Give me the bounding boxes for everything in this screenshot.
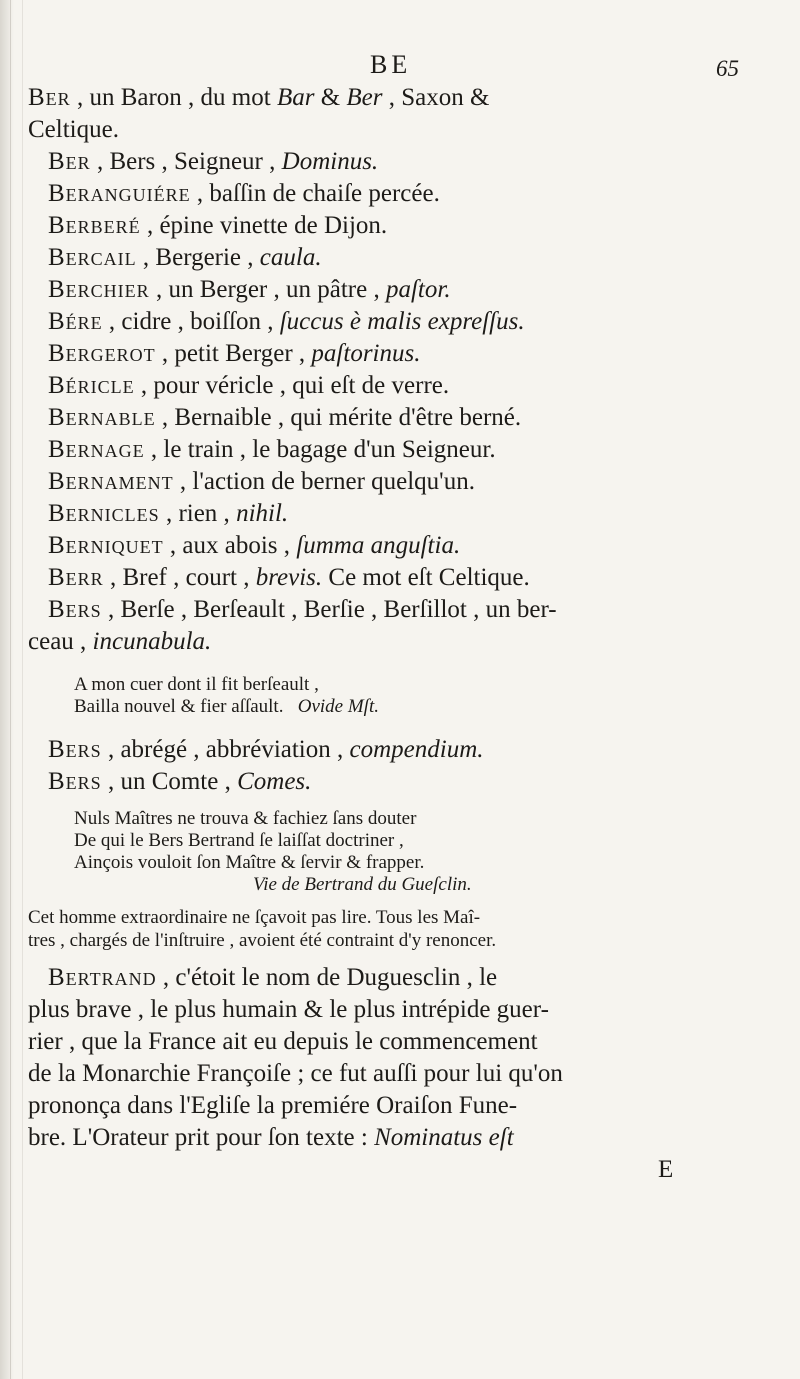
verse-quote-line: A mon cuer dont il fit berſeault , (74, 674, 319, 695)
entry-line: Bertrand , c'étoit le nom de Duguesclin , le (48, 964, 498, 991)
entry-line: Bers , Berſe , Berſeault , Berſie , Berſillot , un ber- (48, 596, 557, 623)
headword: Berchier (48, 276, 150, 303)
entry-line: Bernable , Bernaible , qui mérite d'être berné. (48, 404, 522, 431)
entry-line: Berchier , un Berger , un pâtre , paſtor. (48, 276, 451, 303)
headword: Beranguiére (48, 180, 191, 207)
headword: Bergerot (48, 340, 156, 367)
headword: Berberé (48, 212, 141, 239)
verse-quote-line: Ainçois vouloit ſon Maître & ſervir & frapper. (74, 852, 425, 873)
entry-continuation: ceau , incunabula. (28, 628, 212, 655)
entry-line: Berr , Bref , court , brevis. Ce mot eſt Celtique. (48, 564, 530, 591)
verse-quote-line: De qui le Bers Bertrand ſe laiſſat doctriner , (74, 830, 404, 851)
headword: Berr (48, 564, 104, 591)
headword: Berniquet (48, 532, 164, 559)
headword: Bére (48, 308, 103, 335)
note-line: Cet homme extraordinaire ne ſçavoit pas lire. Tous les Maî- (28, 907, 481, 928)
gutter-rule (22, 0, 23, 1379)
entry-line: Bercail , Bergerie , caula. (48, 244, 322, 271)
entry-line: Bers , abrégé , abbréviation , compendium. (48, 736, 484, 763)
quote-source: Ovide Mſt. (297, 696, 379, 717)
entry-line: Bernicles , rien , nihil. (48, 500, 289, 527)
entry-line: Ber , Bers , Seigneur , Dominus. (48, 148, 379, 175)
page-gutter-shadow (0, 0, 14, 1379)
entry-line: Bernament , l'action de berner quelqu'un. (48, 468, 475, 495)
quote-source: Vie de Bertrand du Gueſclin. (253, 874, 472, 895)
headword: Bernicles (48, 500, 160, 527)
entry-line: Béricle , pour véricle , qui eſt de verre. (48, 372, 450, 399)
entry-line: Ber , un Baron , du mot Bar & Ber , Saxon & (28, 84, 490, 111)
entry-continuation: de la Monarchie Françoiſe ; ce fut auſſi pour lui qu'on (28, 1060, 563, 1087)
headword: Béricle (48, 372, 135, 399)
catchword: E (658, 1156, 674, 1183)
entry-continuation: bre. L'Orateur prit pour ſon texte : Nominatus eſt (28, 1124, 514, 1151)
headword: Bers (48, 736, 102, 763)
headword: Bers (48, 768, 102, 795)
entry-line: Berberé , épine vinette de Dijon. (48, 212, 388, 239)
entry-line: Bére , cidre , boiſſon , ſuccus è malis expreſſus. (48, 308, 525, 335)
headword: Bernament (48, 468, 174, 495)
entry-continuation: rier , que la France ait eu depuis le commencement (28, 1028, 538, 1055)
headword: Ber (28, 84, 71, 111)
entry-line: Bergerot , petit Berger , paſtorinus. (48, 340, 421, 367)
note-line: tres , chargés de l'inſtruire , avoient été contraint d'y renoncer. (28, 930, 497, 951)
running-head: BE (370, 50, 412, 79)
entry-continuation: prononça dans l'Egliſe la premiére Oraiſon Fune- (28, 1092, 518, 1119)
headword: Bers (48, 596, 102, 623)
entry-line: Berniquet , aux abois , ſumma anguſtia. (48, 532, 461, 559)
dictionary-text (28, 82, 773, 1186)
entry-continuation: Celtique. (28, 116, 119, 143)
headword: Bercail (48, 244, 137, 271)
entry-line: Bers , un Comte , Comes. (48, 768, 312, 795)
entry-continuation: plus brave , le plus humain & le plus intrépide guer- (28, 996, 549, 1023)
headword: Ber (48, 148, 91, 175)
verse-quote-line: Bailla nouvel & fier aſſault. Ovide Mſt. (74, 696, 379, 717)
entry-line: Bernage , le train , le bagage d'un Seigneur. (48, 436, 496, 463)
gutter-rule (10, 0, 11, 1379)
page-number: 65 (716, 56, 739, 81)
verse-quote-line: Nuls Maîtres ne trouva & fachiez ſans douter (74, 808, 417, 829)
entry-line: Beranguiére , baſſin de chaiſe percée. (48, 180, 440, 207)
headword: Bernage (48, 436, 145, 463)
headword: Bertrand (48, 964, 157, 991)
headword: Bernable (48, 404, 156, 431)
